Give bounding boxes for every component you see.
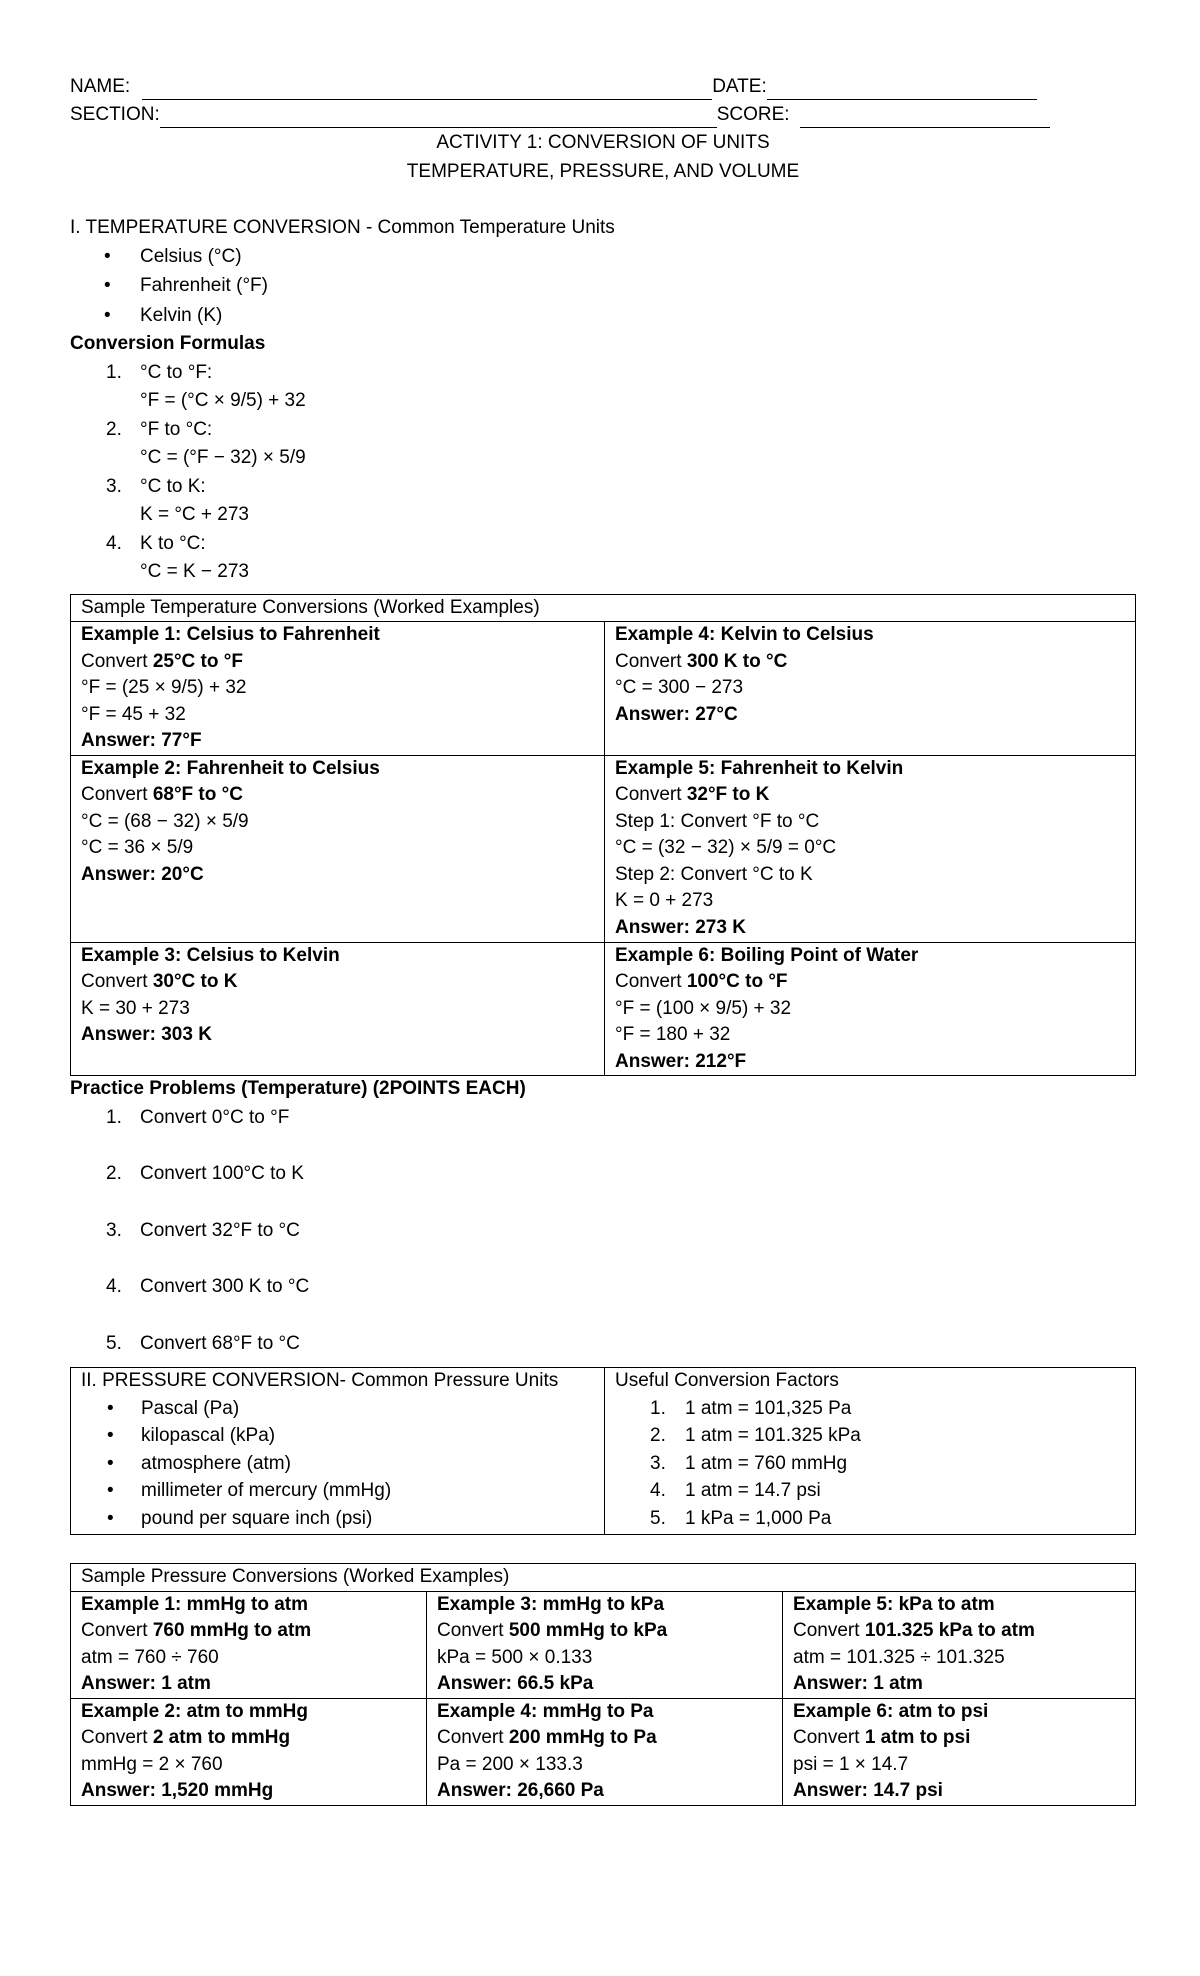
list-item: • Fahrenheit (°F)	[104, 275, 268, 296]
list-item: 2. °F to °C: °C = (°F − 32) × 5/9	[106, 418, 306, 468]
list-item: • pound per square inch (psi)	[107, 1507, 373, 1529]
table-row	[71, 755, 1136, 942]
formulas-heading: Conversion Formulas	[70, 333, 266, 354]
date-field-line[interactable]	[767, 79, 1037, 100]
example-cell: Example 2: Fahrenheit to Celsius Convert 68°F to °C °C = (68 − 32) × 5/9 °C = 36 × 5/9 Answer: 20°C	[71, 755, 605, 942]
list-item: 1. 1 atm = 101,325 Pa	[650, 1397, 852, 1419]
table-row	[71, 622, 1136, 756]
table-row	[71, 1368, 1136, 1535]
example-cell: Example 4: mmHg to Pa Convert 200 mmHg to Pa Pa = 200 × 133.3 Answer: 26,660 Pa	[427, 1698, 783, 1805]
score-field-line[interactable]	[800, 107, 1050, 128]
list-item: 4. 1 atm = 14.7 psi	[650, 1480, 821, 1501]
list-item: • Celsius (°C)	[104, 245, 242, 267]
worksheet-page	[70, 72, 1136, 1806]
activity-subtitle: TEMPERATURE, PRESSURE, AND VOLUME	[406, 160, 800, 182]
name-field-line[interactable]	[142, 79, 712, 100]
activity-title: ACTIVITY 1: CONVERSION OF UNITS	[436, 132, 770, 153]
practice-list	[70, 1105, 1136, 1358]
table-row	[71, 1698, 1136, 1805]
pressure-units-cell	[71, 1368, 605, 1535]
temperature-heading: I. TEMPERATURE CONVERSION - Common Temperature Units	[70, 217, 615, 238]
table-title: Sample Pressure Conversions (Worked Examples)	[71, 1564, 1136, 1592]
list-item: 1. °C to °F: °F = (°C × 9/5) + 32	[106, 361, 306, 411]
list-item: • millimeter of mercury (mmHg)	[107, 1480, 392, 1501]
section-label: SECTION:	[70, 103, 160, 125]
temperature-examples-table	[70, 594, 1136, 1077]
table-row	[71, 1591, 1136, 1698]
example-cell: Example 3: Celsius to Kelvin Convert 30°C to K K = 30 + 273 Answer: 303 K	[71, 942, 605, 1076]
example-cell: Example 3: mmHg to kPa Convert 500 mmHg to kPa kPa = 500 × 0.133 Answer: 66.5 kPa	[427, 1591, 783, 1698]
table-title: Sample Temperature Conversions (Worked Examples)	[71, 594, 1136, 622]
example-cell: Example 6: Boiling Point of Water Convert 100°C to °F °F = (100 × 9/5) + 32 °F = 180 + 32 Answer: 212°F	[605, 942, 1136, 1076]
list-item: 3. Convert 32°F to °C	[106, 1219, 300, 1241]
list-item: • atmosphere (atm)	[107, 1452, 291, 1474]
conversion-factors-cell	[605, 1368, 1136, 1535]
example-cell: Example 1: mmHg to atm Convert 760 mmHg to atm atm = 760 ÷ 760 Answer: 1 atm	[71, 1591, 427, 1698]
score-label: SCORE:	[716, 103, 790, 125]
section-score-row	[70, 100, 1136, 128]
pressure-units-table	[70, 1367, 1136, 1535]
example-cell: Example 1: Celsius to Fahrenheit Convert 25°C to °F °F = (25 × 9/5) + 32 °F = 45 + 32 Answer: 77°F	[71, 622, 605, 756]
formulas-list	[70, 360, 1136, 586]
list-item: • kilopascal (kPa)	[107, 1425, 276, 1446]
date-label: DATE:	[712, 75, 767, 97]
list-item: 1. Convert 0°C to °F	[106, 1106, 290, 1128]
practice-heading: Practice Problems (Temperature) (2POINTS EACH)	[70, 1078, 526, 1099]
pressure-units-list	[81, 1396, 594, 1533]
factors-list	[615, 1396, 1125, 1533]
pressure-heading: II. PRESSURE CONVERSION- Common Pressure Units	[81, 1370, 559, 1391]
list-item: 5. 1 kPa = 1,000 Pa	[650, 1507, 832, 1529]
temperature-units-list	[70, 244, 1136, 330]
list-item: 4. Convert 300 K to °C	[106, 1276, 310, 1297]
pressure-examples-table	[70, 1563, 1136, 1806]
example-cell: Example 5: Fahrenheit to Kelvin Convert 32°F to K Step 1: Convert °F to °C °C = (32 − 32) × 5/9 = 0°C Step 2: Convert °C to K K = 0 + 273 Answer: 273 K	[605, 755, 1136, 942]
list-item: 2. 1 atm = 101.325 kPa	[650, 1425, 861, 1446]
list-item: 4. K to °C: °C = K − 273	[106, 532, 249, 582]
factors-heading: Useful Conversion Factors	[615, 1370, 839, 1391]
list-item: • Kelvin (K)	[104, 304, 223, 326]
section-field-line[interactable]	[160, 107, 717, 128]
table-row	[71, 942, 1136, 1076]
list-item: • Pascal (Pa)	[107, 1397, 240, 1419]
example-cell: Example 5: kPa to atm Convert 101.325 kPa to atm atm = 101.325 ÷ 101.325 Answer: 1 atm	[783, 1591, 1136, 1698]
name-label: NAME:	[70, 75, 131, 97]
example-cell: Example 6: atm to psi Convert 1 atm to psi psi = 1 × 14.7 Answer: 14.7 psi	[783, 1698, 1136, 1805]
list-item: 5. Convert 68°F to °C	[106, 1332, 300, 1354]
example-cell: Example 4: Kelvin to Celsius Convert 300 K to °C °C = 300 − 273 Answer: 27°C	[605, 622, 1136, 756]
name-date-row	[70, 72, 1136, 100]
list-item: 3. °C to K: K = °C + 273	[106, 475, 249, 525]
example-cell: Example 2: atm to mmHg Convert 2 atm to mmHg mmHg = 2 × 760 Answer: 1,520 mmHg	[71, 1698, 427, 1805]
list-item: 2. Convert 100°C to K	[106, 1163, 304, 1184]
list-item: 3. 1 atm = 760 mmHg	[650, 1452, 848, 1474]
